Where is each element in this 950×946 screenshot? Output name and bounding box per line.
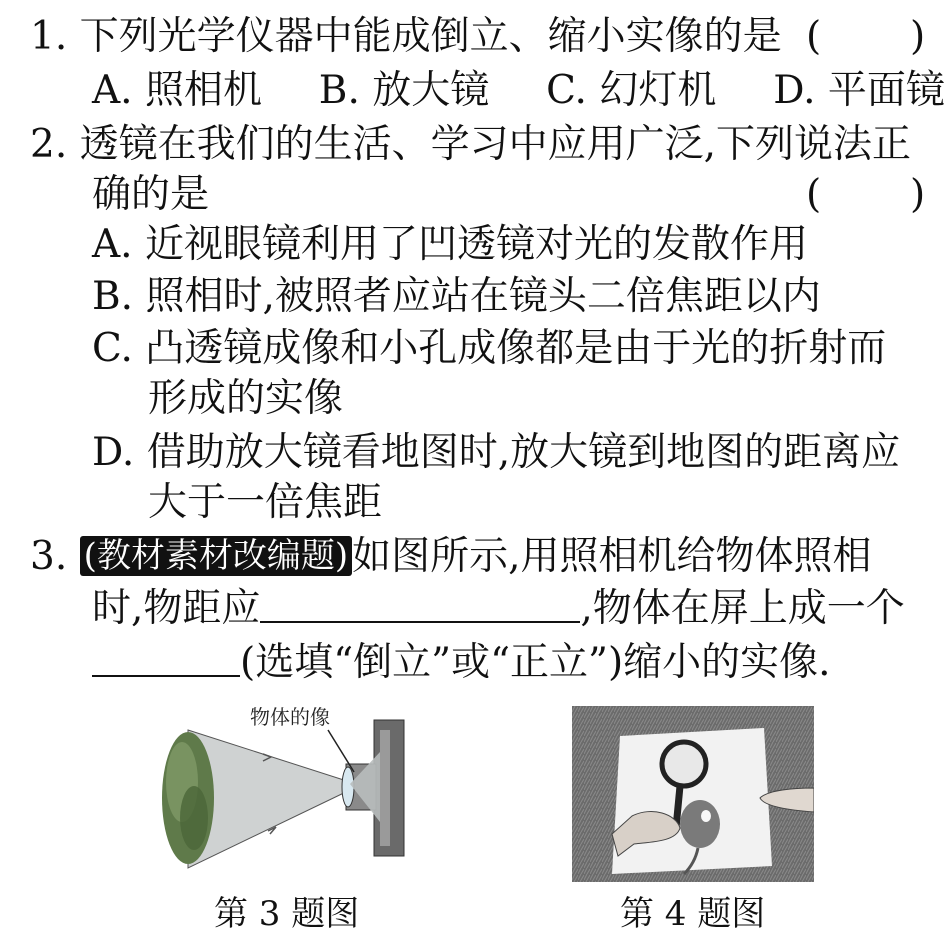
q1-stem: [30, 14, 782, 60]
q3-stem-line3: (选填“倒立”或“正立”)缩小的实像.: [92, 640, 831, 686]
q1-answer-paren-open: (: [806, 14, 822, 59]
figure-3-svg: [158, 690, 414, 880]
q1-number: 1.: [30, 14, 68, 59]
q2-answer-paren-close: ): [910, 172, 926, 217]
figure-4-caption: 第 4 题图: [620, 894, 766, 934]
q1-options: [92, 68, 945, 114]
q3-blank-object-distance[interactable]: [260, 587, 580, 623]
q2-option-d: D. 借助放大镜看地图时,放大镜到地图的距离应: [92, 430, 901, 475]
q2-option-d-line2: 大于一倍焦距: [148, 480, 383, 525]
q2-stem-line1: [30, 122, 911, 168]
q3-blank-orientation[interactable]: [92, 641, 240, 677]
q3-number: 3.: [30, 534, 68, 579]
q2-option-a: A. 近视眼镜利用了凹透镜对光的发散作用: [92, 222, 808, 267]
q2-text-line2: 确的是: [92, 172, 210, 217]
figure-3-annotation: 物体的像: [250, 705, 330, 729]
q1-option-c: C. 幻灯机: [546, 68, 717, 113]
q3-text-line1: 如图所示,用照相机给物体照相: [352, 534, 872, 579]
q1-option-a: A. 照相机: [92, 68, 262, 113]
q1-option-b: B. 放大镜: [318, 68, 490, 113]
q2-number: 2.: [30, 122, 68, 167]
q3-source-tag: (教材素材改编题): [80, 536, 353, 576]
lens-icon: [342, 767, 354, 807]
q3-stem-line2: 时,物距应 ,物体在屏上成一个: [92, 586, 905, 631]
magnifier-icon: [662, 742, 706, 786]
q2-text-line1: 透镜在我们的生活、学习中应用广泛,下列说法正: [79, 122, 912, 167]
figure-4-magnifier-photo: [572, 706, 814, 882]
q2-option-b: B. 照相时,被照者应站在镜头二倍焦距以内: [92, 274, 821, 319]
figure-3-caption: 第 3 题图: [214, 894, 360, 934]
figure-3-camera-diagram: [158, 690, 414, 880]
q1-option-d: D. 平面镜: [773, 68, 945, 113]
figure-4-svg: [572, 706, 814, 882]
balloon-icon: [680, 800, 720, 848]
q2-option-c: C. 凸透镜成像和小孔成像都是由于光的折射而: [92, 326, 887, 371]
q1-text: 下列光学仪器中能成倒立、缩小实像的是: [79, 14, 782, 59]
q2-option-c-line2: 形成的实像: [148, 376, 344, 421]
q2-answer-paren-open: (: [806, 172, 822, 217]
q3-stem-line1: [30, 534, 872, 580]
q1-answer-paren-close: ): [910, 14, 926, 59]
